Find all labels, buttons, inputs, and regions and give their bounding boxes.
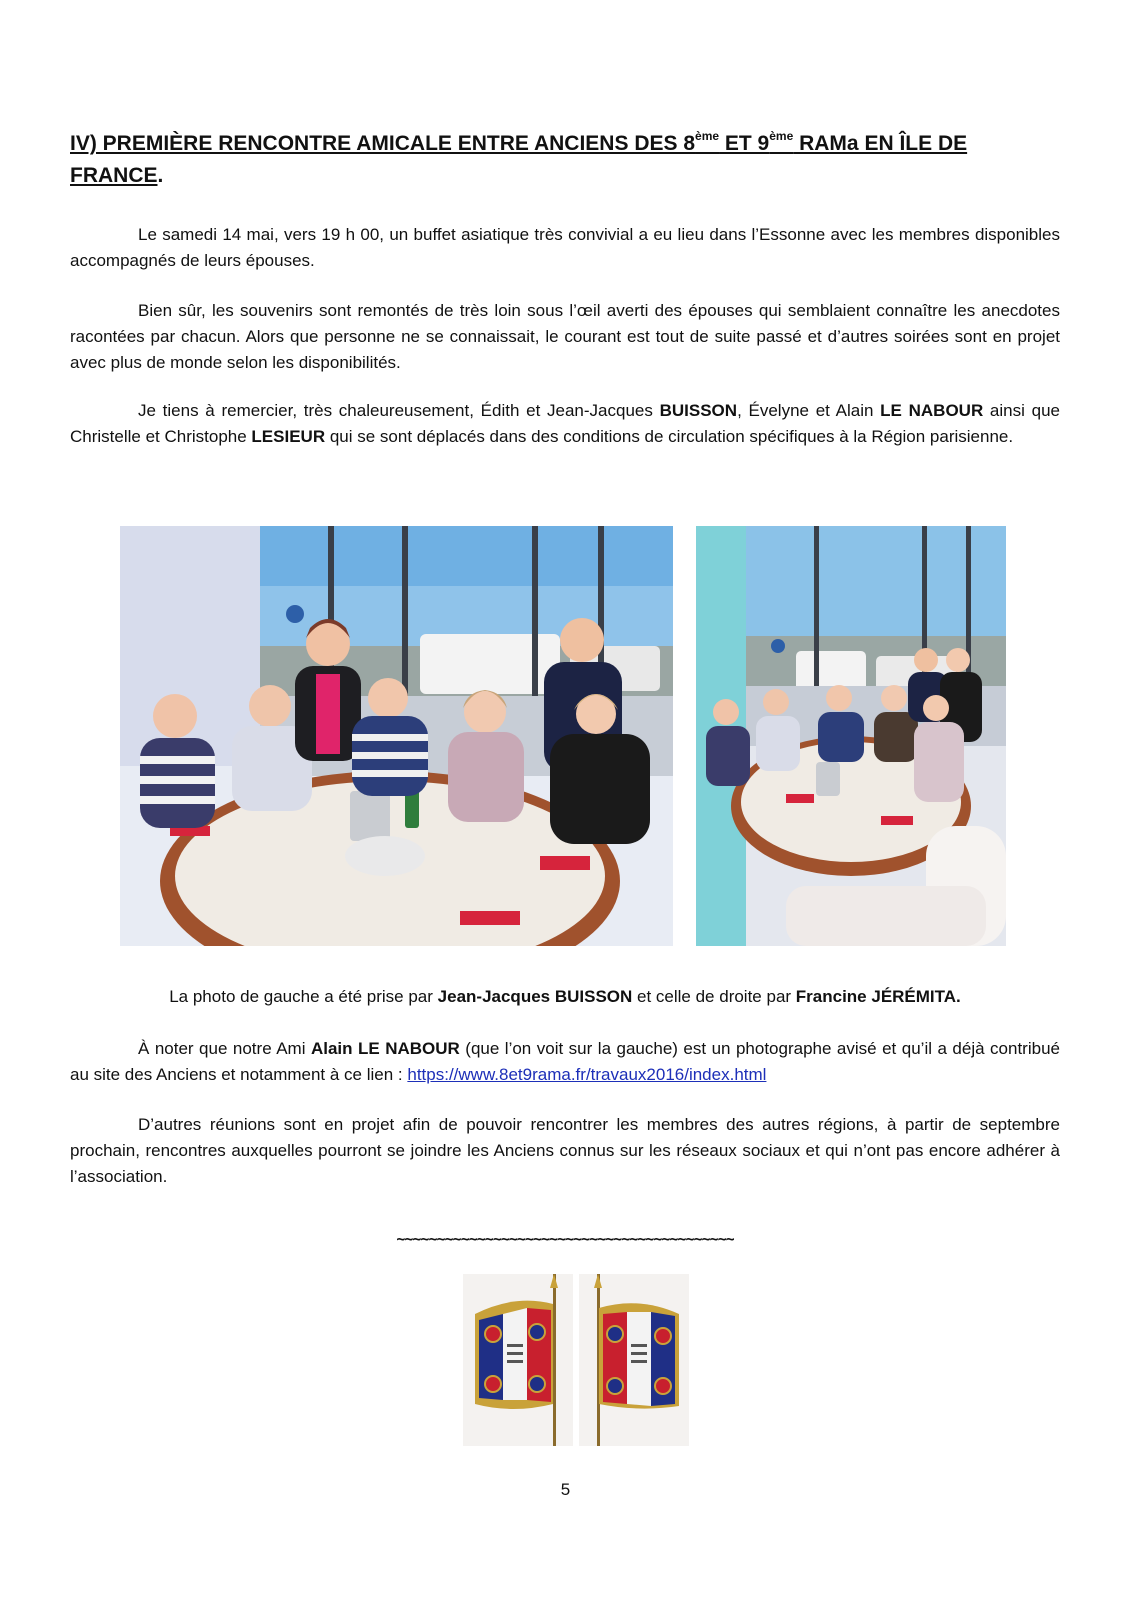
tilde-separator: ~~~~~~~~~~~~~~~~~~~~~~~~~~~~~~~~~~~~~~~~~~ [396, 1230, 734, 1248]
paragraph-buffet: Le samedi 14 mai, vers 19 h 00, un buffet asiatique très convivial a eu lieu dans l’Essonne avec les membres disponibles accompagnés de leurs épouses. [70, 225, 1060, 270]
photo-caption: La photo de gauche a été prise par Jean-Jacques BUISSON et celle de droite par Francine JÉRÉMITA. [169, 987, 961, 1006]
regimental-flag-back-image [579, 1274, 689, 1446]
paragraph-photographer: À noter que notre Ami Alain LE NABOUR (que l’on voit sur la gauche) est un photographe avisé et qu’il a déjà contribué au site des Anciens et notamment à ce lien : https://www.8et9rama.fr/travaux2016/index.html [70, 1039, 1060, 1084]
paragraph-thanks: Je tiens à remercier, très chaleureusement, Édith et Jean-Jacques BUISSON, Évelyne et Alain LE NABOUR ainsi que Christelle et Christophe LESIEUR qui se sont déplacés dans des conditions de circulation spécifiques à la Région parisienne. [70, 401, 1060, 446]
left-group-photo [120, 526, 673, 946]
paragraph-souvenirs: Bien sûr, les souvenirs sont remontés de très loin sous l’œil averti des épouses qui semblaient connaître les anecdotes racontées par chacun. Alors que personne ne se connaissait, le courant est tout de suite passé et d’autres soirées sont en projet avec plus de monde selon les disponibilités. [70, 301, 1060, 372]
right-group-photo [696, 526, 1006, 946]
site-link[interactable]: https://www.8et9rama.fr/travaux2016/index.html [407, 1065, 767, 1084]
regimental-flag-front-image [463, 1274, 573, 1446]
page-number: 5 [560, 1480, 571, 1499]
section-title: IV) PREMIÈRE RENCONTRE AMICALE ENTRE ANCIENS DES 8ème ET 9ème RAMa EN ÎLE DE FRANCE. [70, 129, 968, 187]
paragraph-future-meetings: D’autres réunions sont en projet afin de pouvoir rencontrer les membres des autres régions, à partir de septembre prochain, rencontres auxquelles pourront se joindre les Anciens connus sur les réseaux sociaux et qui n’ont pas encore adhérer à l’association. [70, 1115, 1060, 1186]
